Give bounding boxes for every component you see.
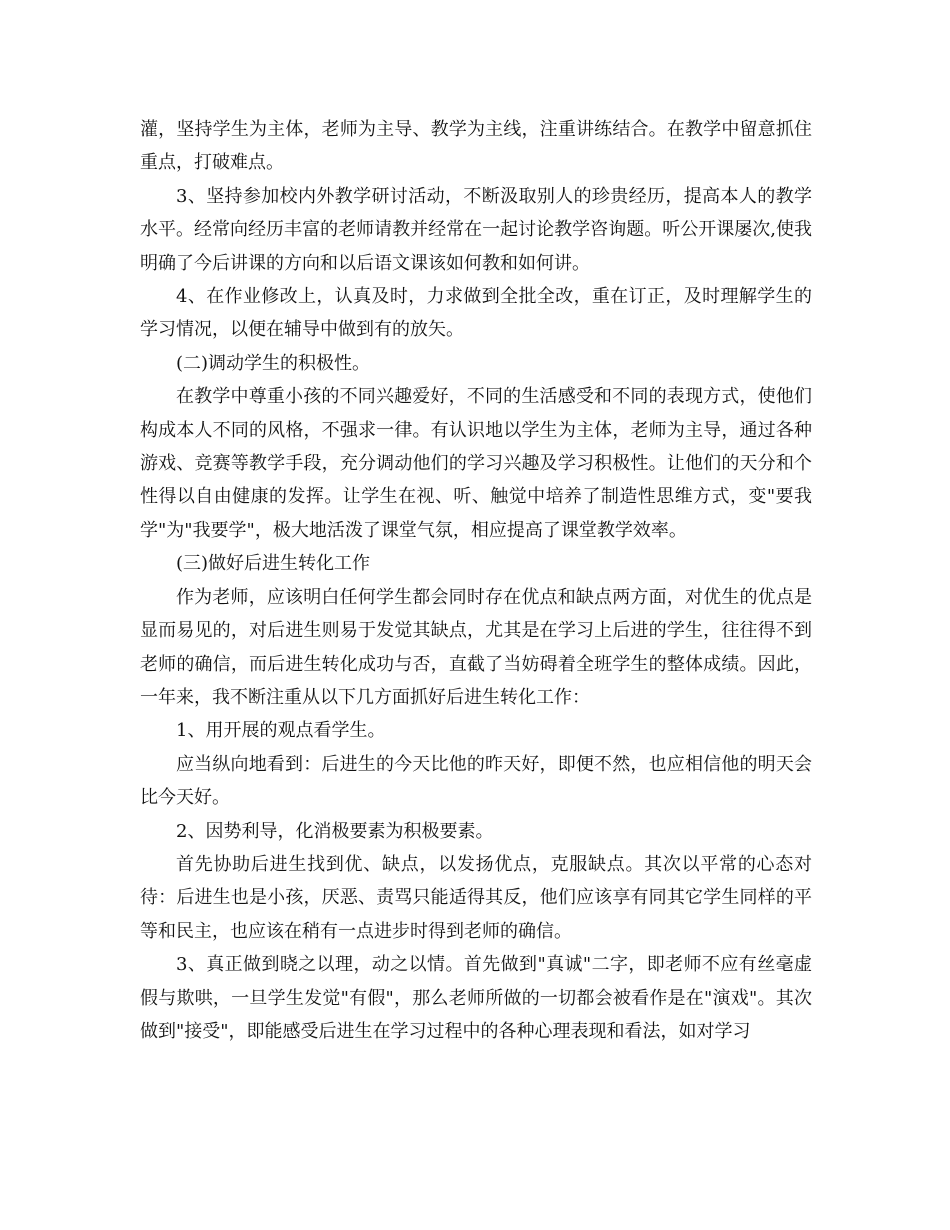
paragraph-point-1: 应当纵向地看到：后进生的今天比他的昨天好，即便不然，也应相信他的明天会比今天好。 xyxy=(140,753,812,809)
document-body xyxy=(140,113,812,1048)
paragraph-point-3: 3、真正做到晓之以理，动之以情。首先做到"真诚"二字，即老师不应有丝毫虚假与欺哄，一旦学生发觉"有假"，那么老师所做的一切都会被看作是在"演戏"。其次做到"接受"，即能感受后进生在学习过程中的各种心理表现和看法，如对学习 xyxy=(140,954,812,1042)
paragraph-underachievers-intro: 作为老师，应该明白任何学生都会同时存在优点和缺点两方面，对优生的优点是显而易见的，对后进生则易于发觉其缺点，尤其是在学习上后进的学生，往往得不到老师的确信，而后进生转化成功与否，直截了当妨碍着全班学生的整体成绩。因此，一年来，我不断注重从以下几方面抓好后进生转化工作： xyxy=(140,586,812,708)
paragraph-homework-correction: 4、在作业修改上，认真及时，力求做到全批全改，重在订正，及时理解学生的学习情况，以便在辅导中做到有的放矢。 xyxy=(140,286,812,341)
paragraph-motivation: 在教学中尊重小孩的不同兴趣爱好，不同的生活感受和不同的表现方式，使他们构成本人不同的风格，不强求一律。有认识地以学生为主体，老师为主导，通过各种游戏、竞赛等教学手段，充分调动他们的学习兴趣及学习积极性。让他们的天分和个性得以自由健康的发挥。让学生在视、听、触觉中培养了制造性思维方式，变"要我学"为"我要学"，极大地活泼了课堂气氛，相应提高了课堂教学效率。 xyxy=(140,386,812,541)
section-heading-underachievers: (三)做好后进生转化工作 xyxy=(176,553,371,575)
paragraph-point-2: 首先协助后进生找到优、缺点，以发扬优点，克服缺点。其次以平常的心态对待：后进生也是小孩，厌恶、责骂只能适得其反，他们应该享有同其它学生同样的平等和民主，也应该在稍有一点进步时得到老师的确信。 xyxy=(140,853,812,942)
list-item-heading-1: 1、用开展的观点看学生。 xyxy=(176,720,386,742)
section-heading-motivation: (二)调动学生的积极性。 xyxy=(176,352,371,374)
list-item-heading-2: 2、因势利导，化消极要素为积极要素。 xyxy=(176,820,494,842)
paragraph-continuation: 灌，坚持学生为主体，老师为主导、教学为主线，注重讲练结合。在教学中留意抓住重点，打破难点。 xyxy=(140,119,812,174)
paragraph-research-activities: 3、坚持参加校内外教学研讨活动，不断汲取别人的珍贵经历，提高本人的教学水平。经常向经历丰富的老师请教并经常在一起讨论教学咨询题。听公开课屡次,使我明确了今后讲课的方向和以后语文课该如何教和如何讲。 xyxy=(140,185,812,274)
